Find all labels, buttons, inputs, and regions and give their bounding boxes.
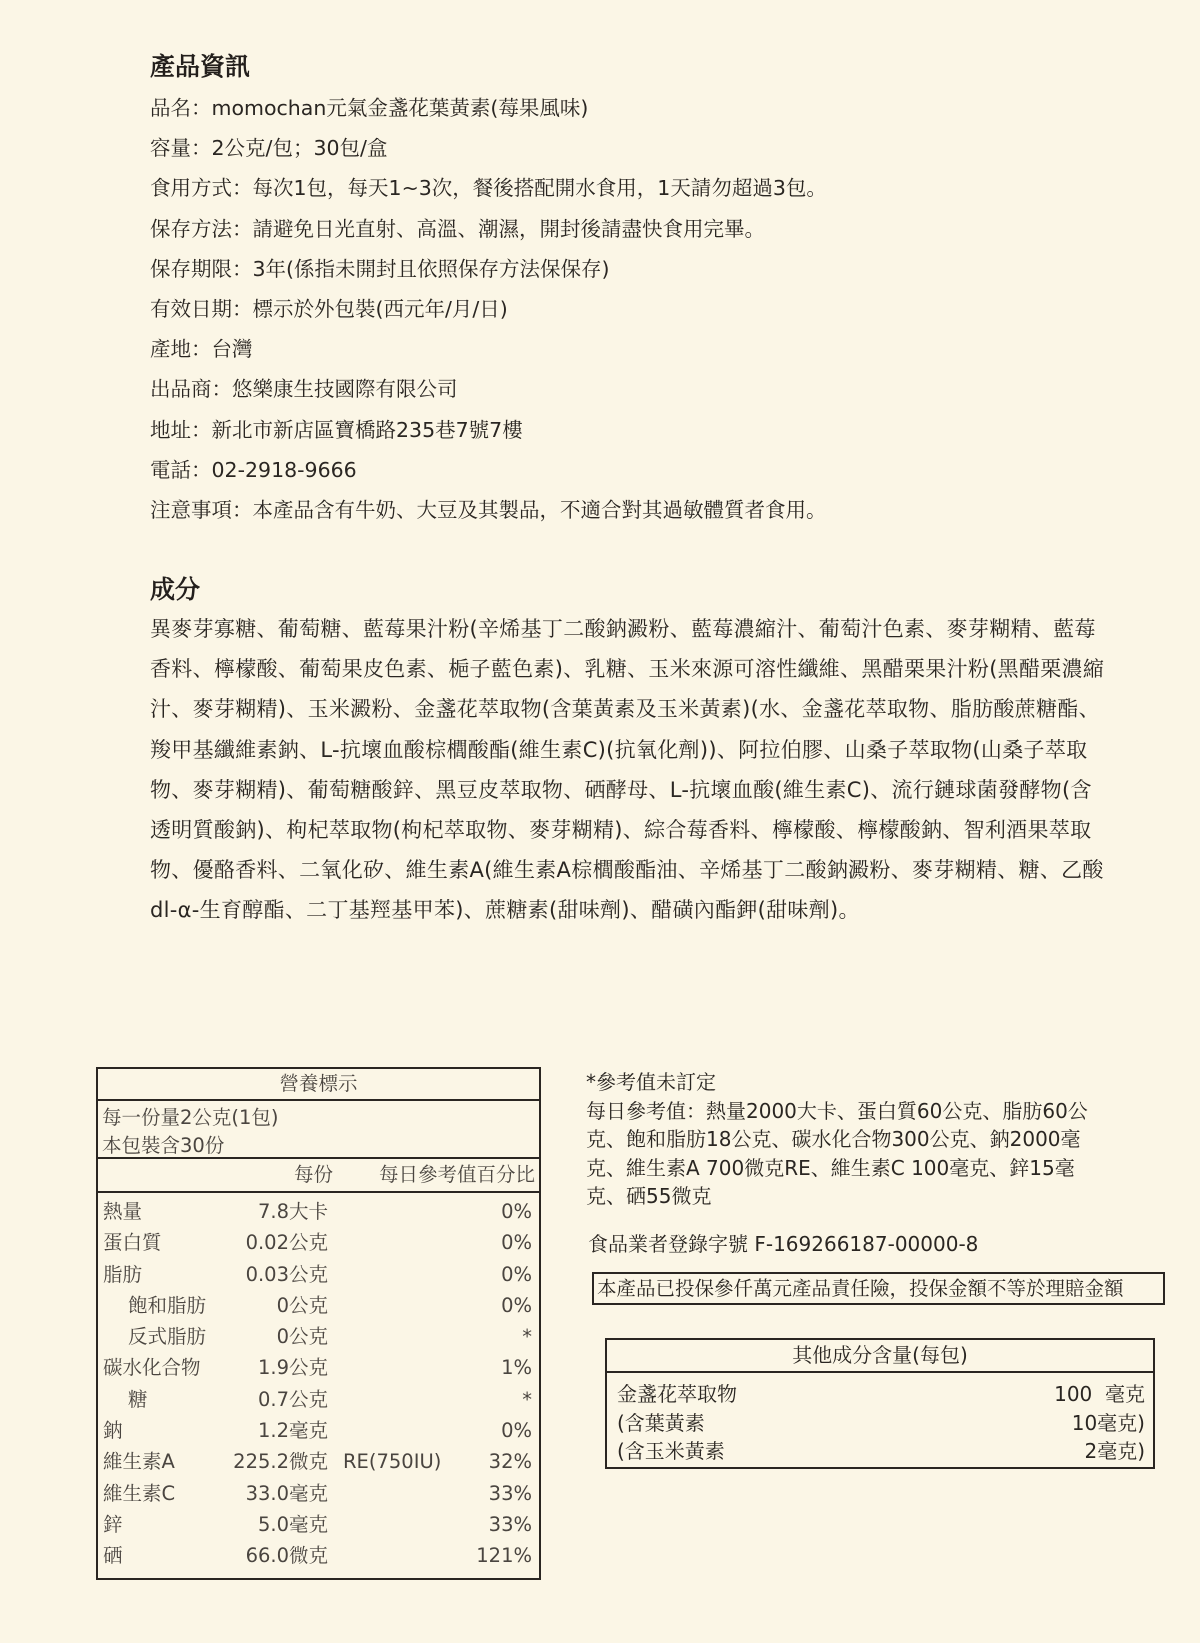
nutrition-row (98, 1227, 539, 1258)
nutrient-amount: 0公克 (276, 1293, 328, 1317)
nutrient-amount: 0.03公克 (245, 1262, 328, 1286)
info-row-expiry: 有效日期：標示於外包裝(西元年/月/日) (150, 296, 508, 321)
nutrition-column-header (98, 1159, 539, 1193)
nutrient-name: 維生素A (103, 1450, 175, 1474)
nutrient-daily-value: * (522, 1325, 532, 1349)
other-ingredient-value: 10毫克) (1071, 1410, 1145, 1435)
nutrient-name: 飽和脂肪 (128, 1293, 207, 1317)
nutrient-daily-value: 121% (476, 1544, 532, 1568)
nutrient-daily-value: 33% (488, 1481, 532, 1505)
nutrient-name: 維生素C (103, 1481, 176, 1505)
nutrient-amount: 7.8大卡 (257, 1200, 328, 1223)
column-daily-value: 每日參考值百分比 (378, 1163, 535, 1186)
nutrient-name: 糖 (128, 1387, 148, 1411)
nutrient-daily-value: 0% (501, 1293, 532, 1317)
note-daily-value-line: 克、維生素A 700微克RE、維生素C 100毫克、鋅15毫 (586, 1155, 1075, 1180)
serving-size: 每一份量2公克(1包) (102, 1106, 279, 1129)
info-row-caution: 注意事項：本產品含有牛奶、大豆及其製品，不適合對其過敏體質者食用。 (150, 497, 827, 522)
nutrient-amount: 33.0毫克 (245, 1481, 328, 1505)
nutrient-daily-value: 0% (501, 1200, 532, 1223)
other-ingredients-title: 其他成分含量(每包) (607, 1340, 1153, 1373)
nutrition-row (98, 1509, 539, 1540)
info-row-name: 品名：momochan元氣金盞花葉黃素(莓果風味) (150, 96, 589, 120)
nutrition-row (98, 1290, 539, 1321)
nutrition-row (98, 1478, 539, 1509)
info-row-phone: 電話：02-2918-9666 (150, 457, 357, 482)
nutrient-amount: 0.02公克 (245, 1231, 328, 1255)
nutrient-daily-value: 0% (501, 1262, 532, 1286)
other-ingredients-table (605, 1338, 1155, 1469)
other-ingredient-value: 100 毫克 (1054, 1382, 1145, 1406)
nutrient-amount: 225.2微克 (233, 1450, 328, 1474)
info-row-manufacturer: 出品商：悠樂康生技國際有限公司 (150, 377, 458, 402)
ingredients-title: 成分 (150, 575, 201, 604)
other-ingredients-rows (607, 1373, 1153, 1466)
nutrient-name: 鋅 (103, 1512, 123, 1536)
other-ingredient-name: 金盞花萃取物 (617, 1382, 737, 1406)
insurance-notice: 本產品已投保參仟萬元產品責任險，投保金額不等於理賠金額 (592, 1272, 1165, 1305)
nutrition-serving-info (98, 1101, 539, 1159)
other-ingredient-row (607, 1380, 1153, 1409)
note-reference-undefined: *參考值未訂定 (586, 1070, 716, 1094)
nutrition-row (98, 1321, 539, 1352)
note-daily-value-line: 克、硒55微克 (586, 1184, 712, 1208)
nutrient-name: 反式脂肪 (128, 1325, 207, 1349)
nutrition-row (98, 1446, 539, 1477)
note-daily-value-line: 克、飽和脂肪18公克、碳水化合物300公克、鈉2000毫 (586, 1127, 1081, 1151)
ingredients-text: 異麥芽寡糖、葡萄糖、藍莓果汁粉(辛烯基丁二酸鈉澱粉、藍莓濃縮汁、葡萄汁色素、麥芽糊精、藍莓香料、檸檬酸、葡萄果皮色素、梔子藍色素)、乳糖、玉米來源可溶性纖維、黑醋栗果汁粉(黑醋栗濃縮汁、麥芽糊精)、玉米澱粉、金盞花萃取物(含葉黃素及玉米黃素)(水、金盞花萃取物、脂肪酸蔗糖酯、羧甲基纖維素鈉、L-抗壞血酸棕櫚酸酯(維生素C)(抗氧化劑))、阿拉伯膠、山桑子萃取物(山桑子萃取物、麥芽糊精)、葡萄糖酸鋅、黑豆皮萃取物、硒酵母、L-抗壞血酸(維生素C)、流行鏈球菌發酵物(含透明質酸鈉)、枸杞萃取物(枸杞萃取物、麥芽糊精)、綜合莓香料、檸檬酸、檸檬酸鈉、智利酒果萃取物、優酪香料、二氧化矽、維生素A(維生素A棕櫚酸酯油、辛烯基丁二酸鈉澱粉、麥芽糊精、糖、乙酸dl-α-生育醇酯、二丁基羥基甲苯)、蔗糖素(甜味劑)、醋磺內酯鉀(甜味劑)。 (150, 617, 1105, 923)
info-row-usage: 食用方式：每次1包，每天1~3次，餐後搭配開水食用，1天請勿超過3包。 (150, 176, 827, 201)
other-ingredient-row (607, 1409, 1153, 1438)
other-ingredient-name: (含葉黃素 (617, 1410, 705, 1435)
nutrient-daily-value: * (522, 1387, 532, 1411)
note-daily-value-line: 每日參考值：熱量2000大卡、蛋白質60公克、脂肪60公 (586, 1098, 1088, 1123)
other-ingredient-row (607, 1437, 1153, 1466)
nutrient-daily-value: 33% (488, 1512, 532, 1536)
nutrient-amount: 1.9公克 (257, 1356, 328, 1380)
nutrition-row (98, 1259, 539, 1290)
nutrient-name: 蛋白質 (103, 1231, 162, 1255)
nutrient-name: 脂肪 (103, 1262, 143, 1286)
product-info-title: 產品資訊 (150, 52, 251, 81)
nutrition-row (98, 1540, 539, 1571)
info-row-capacity: 容量：2公克/包；30包/盒 (150, 136, 388, 161)
nutrient-daily-value: 0% (501, 1419, 532, 1443)
nutrition-row (98, 1352, 539, 1383)
nutrient-daily-value: 1% (501, 1356, 532, 1380)
nutrient-name: 鈉 (103, 1419, 123, 1443)
nutrient-amount: 0.7公克 (257, 1387, 328, 1411)
info-row-shelf-life: 保存期限：3年(係指未開封且依照保存方法保保存) (150, 256, 610, 281)
nutrient-amount: 66.0微克 (245, 1544, 328, 1568)
nutrition-row (98, 1196, 539, 1227)
info-row-origin: 產地：台灣 (150, 337, 253, 362)
info-row-address: 地址：新北市新店區寶橋路235巷7號7樓 (150, 417, 523, 442)
nutrition-title: 營養標示 (98, 1069, 539, 1101)
nutrient-daily-value: 0% (501, 1231, 532, 1255)
nutrient-extra: RE(750IU) (343, 1450, 442, 1474)
info-row-storage: 保存方法：請避免日光直射、高溫、潮濕，開封後請盡快食用完畢。 (150, 216, 765, 241)
nutrient-amount: 1.2毫克 (257, 1419, 328, 1443)
product-info-list (150, 88, 1150, 530)
nutrient-name: 熱量 (103, 1200, 143, 1223)
nutrient-name: 碳水化合物 (103, 1356, 201, 1380)
nutrition-row (98, 1384, 539, 1415)
nutrition-rows (98, 1193, 539, 1572)
nutrient-daily-value: 32% (488, 1450, 532, 1474)
nutrient-amount: 0公克 (276, 1325, 328, 1349)
other-ingredient-value: 2毫克) (1084, 1439, 1145, 1463)
column-per-serving: 每份 (293, 1163, 333, 1186)
food-registration-number: 食品業者登錄字號 F-169266187-00000-8 (588, 1232, 979, 1256)
other-ingredient-name: (含玉米黃素 (617, 1439, 725, 1463)
nutrition-facts-table (96, 1067, 541, 1580)
daily-value-notes (586, 1068, 1146, 1211)
nutrient-name: 硒 (103, 1544, 123, 1568)
nutrient-amount: 5.0毫克 (257, 1512, 328, 1536)
servings-per-pack: 本包裝含30份 (102, 1134, 225, 1157)
nutrition-row (98, 1415, 539, 1446)
